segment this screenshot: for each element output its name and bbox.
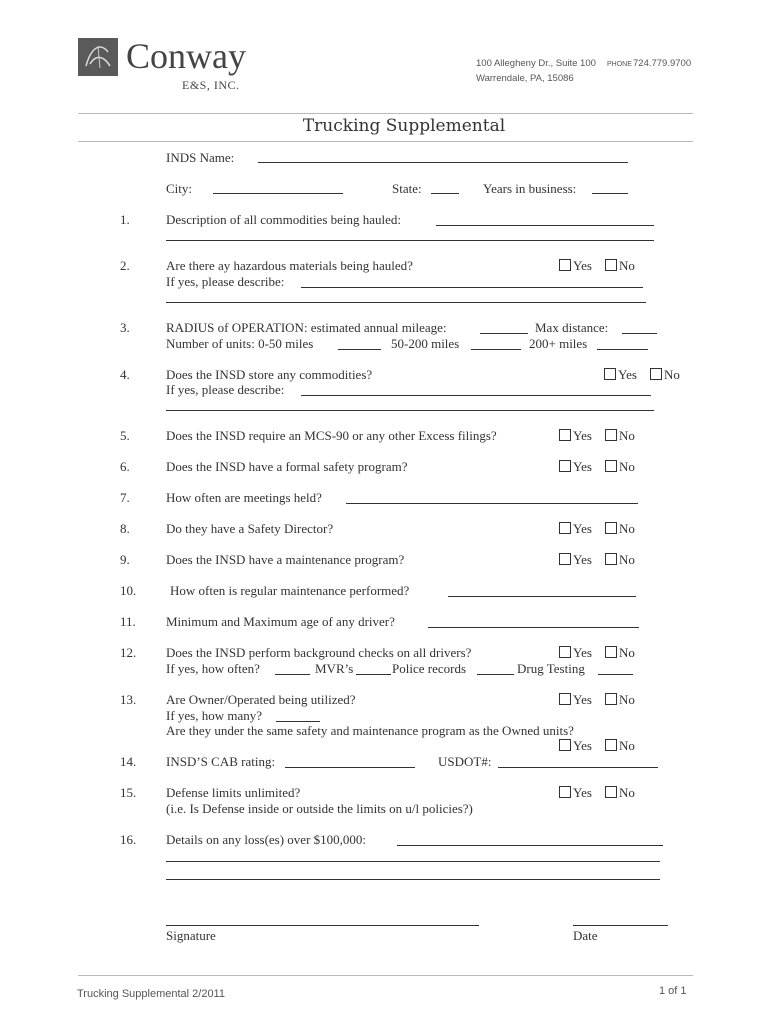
q15-number: 15. (120, 785, 137, 800)
q1-text: Description of all commodities being hauled: (166, 212, 402, 227)
q13-no-option[interactable]: No (605, 692, 635, 708)
q16-number: 16. (120, 832, 137, 847)
q7-text: How often are meetings held? (166, 490, 322, 505)
q15-no-option[interactable]: No (605, 785, 635, 801)
city-field[interactable] (213, 193, 343, 194)
q15-sub-text: (i.e. Is Defense inside or outside the limits on u/l policies?) (166, 801, 473, 816)
inds-name-label: INDS Name: (166, 150, 235, 165)
q5-no-option[interactable]: No (605, 428, 635, 444)
checkbox-icon[interactable] (604, 368, 616, 380)
q3-mileage-label: RADIUS of OPERATION: estimated annual mileage: (166, 320, 447, 335)
checkbox-icon[interactable] (605, 693, 617, 705)
checkbox-icon[interactable] (605, 786, 617, 798)
q3-number: 3. (120, 320, 130, 335)
q7-field[interactable] (346, 503, 638, 504)
q4-no-option[interactable]: No (650, 367, 680, 383)
q5-number: 5. (120, 428, 130, 443)
q12-number: 12. (120, 645, 137, 660)
checkbox-icon[interactable] (559, 259, 571, 271)
checkbox-icon[interactable] (559, 522, 571, 534)
q2-no-option[interactable]: No (605, 258, 635, 274)
q2-yes-option[interactable]: Yes (559, 258, 592, 274)
q3-mid-label: 50-200 miles (391, 336, 460, 351)
q12-drug-label: Drug Testing (517, 661, 585, 676)
q6-yes-option[interactable]: Yes (559, 459, 592, 475)
checkbox-icon[interactable] (559, 786, 571, 798)
q3-units-200plus-field[interactable] (597, 349, 648, 350)
q7-number: 7. (120, 490, 130, 505)
address-line-1: 100 Allegheny Dr., Suite 100 (476, 58, 596, 69)
q13-number: 13. (120, 692, 137, 707)
checkbox-icon[interactable] (605, 739, 617, 751)
q10-number: 10. (120, 583, 137, 598)
page-number: 1 of 1 (659, 985, 687, 997)
q12-police-field[interactable] (477, 674, 514, 675)
q12-text: Does the INSD perform background checks on all drivers? (166, 645, 472, 660)
q10-text: How often is regular maintenance performed? (170, 583, 410, 598)
q13b-yes-option[interactable]: Yes (559, 738, 592, 754)
q13-how-many-label: If yes, how many? (166, 708, 263, 723)
q15-yes-option[interactable]: Yes (559, 785, 592, 801)
address-line-2: Warrendale, PA, 15086 (476, 73, 574, 84)
q4-yes-option[interactable]: Yes (604, 367, 637, 383)
form-title: Trucking Supplemental (302, 116, 506, 136)
q1-field[interactable] (436, 225, 654, 226)
company-logo-mark (78, 38, 118, 76)
q12-drug-field[interactable] (598, 674, 633, 675)
q13-same-program-text: Are they under the same safety and maintenance program as the Owned units? (166, 723, 574, 738)
q4-sub-text: If yes, please describe: (166, 382, 285, 397)
q9-no-option[interactable]: No (605, 552, 635, 568)
q9-yes-option[interactable]: Yes (559, 552, 592, 568)
years-label: Years in business: (483, 181, 577, 196)
q14-usdot-label: USDOT#: (438, 754, 492, 769)
phone-number: 724.779.9700 (633, 58, 692, 69)
q6-text: Does the INSD have a formal safety program? (166, 459, 408, 474)
header-divider-bottom (78, 141, 693, 142)
q5-text: Does the INSD require an MCS-90 or any other Excess filings? (166, 428, 497, 443)
q2-describe-line2[interactable] (166, 302, 646, 303)
date-label: Date (573, 928, 598, 943)
q11-number: 11. (120, 614, 136, 629)
q12-mvr-field[interactable] (356, 674, 391, 675)
city-label: City: (166, 181, 193, 196)
q3-units-label: Number of units: 0-50 miles (166, 336, 314, 351)
q6-no-option[interactable]: No (605, 459, 635, 475)
signature-label: Signature (166, 928, 216, 943)
q2-sub-text: If yes, please describe: (166, 274, 285, 289)
checkbox-icon[interactable] (605, 460, 617, 472)
header-divider-top (78, 113, 693, 114)
q12-mvr-label: MVR’s (315, 661, 354, 676)
q16-field[interactable] (397, 845, 663, 846)
q3-max-label: Max distance: (535, 320, 609, 335)
q3-high-label: 200+ miles (529, 336, 588, 351)
phone-label: PHONE (607, 61, 632, 68)
q1-field-line2[interactable] (166, 240, 654, 241)
q16-field-line2[interactable] (166, 861, 660, 862)
company-name: Conway (126, 36, 246, 76)
q16-text: Details on any loss(es) over $100,000: (166, 832, 367, 847)
q14-number: 14. (120, 754, 137, 769)
q6-number: 6. (120, 459, 130, 474)
checkbox-icon[interactable] (559, 553, 571, 565)
q13b-no-option[interactable]: No (605, 738, 635, 754)
q9-number: 9. (120, 552, 130, 567)
q4-describe-field[interactable] (301, 395, 651, 396)
q12-how-often-field[interactable] (275, 674, 310, 675)
footer-form-id: Trucking Supplemental 2/2011 (77, 988, 225, 1000)
q4-describe-line2[interactable] (166, 410, 654, 411)
q12-police-label: Police records (392, 661, 467, 676)
checkbox-icon[interactable] (650, 368, 662, 380)
q3-mileage-field[interactable] (480, 333, 528, 334)
q13-text: Are Owner/Operated being utilized? (166, 692, 356, 707)
date-field[interactable] (573, 925, 668, 926)
footer-divider (78, 975, 693, 976)
q13-how-many-field[interactable] (276, 721, 320, 722)
q8-no-option[interactable]: No (605, 521, 635, 537)
q3-units-0-50-field[interactable] (338, 349, 381, 350)
checkbox-icon[interactable] (605, 429, 617, 441)
q13-yes-option[interactable]: Yes (559, 692, 592, 708)
checkbox-icon[interactable] (605, 522, 617, 534)
q3-max-field[interactable] (622, 333, 657, 334)
signature-field[interactable] (166, 925, 479, 926)
q2-number: 2. (120, 258, 130, 273)
q8-number: 8. (120, 521, 130, 536)
q8-yes-option[interactable]: Yes (559, 521, 592, 537)
q4-text: Does the INSD store any commodities? (166, 367, 373, 382)
inds-name-field[interactable] (258, 162, 628, 163)
checkbox-icon[interactable] (605, 553, 617, 565)
company-subtitle: E&S, INC. (182, 78, 240, 92)
q8-text: Do they have a Safety Director? (166, 521, 334, 536)
q5-yes-option[interactable]: Yes (559, 428, 592, 444)
q4-number: 4. (120, 367, 130, 382)
checkbox-icon[interactable] (559, 460, 571, 472)
q12-how-often-label: If yes, how often? (166, 661, 260, 676)
q15-text: Defense limits unlimited? (166, 785, 301, 800)
checkbox-icon[interactable] (559, 739, 571, 751)
q12-yes-option[interactable]: Yes (559, 645, 592, 661)
state-label: State: (392, 181, 422, 196)
q11-text: Minimum and Maximum age of any driver? (166, 614, 395, 629)
q14-usdot-field[interactable] (498, 767, 658, 768)
checkbox-icon[interactable] (559, 693, 571, 705)
state-field[interactable] (431, 193, 459, 194)
q2-describe-field[interactable] (301, 287, 643, 288)
q9-text: Does the INSD have a maintenance program? (166, 552, 405, 567)
q12-no-option[interactable]: No (605, 645, 635, 661)
checkbox-icon[interactable] (559, 646, 571, 658)
checkbox-icon[interactable] (559, 429, 571, 441)
q2-text: Are there ay hazardous materials being hauled? (166, 258, 413, 273)
years-field[interactable] (592, 193, 628, 194)
checkbox-icon[interactable] (605, 259, 617, 271)
q14-cab-field[interactable] (285, 767, 415, 768)
checkbox-icon[interactable] (605, 646, 617, 658)
q14-cab-label: INSD’S CAB rating: (166, 754, 276, 769)
q1-number: 1. (120, 212, 130, 227)
q11-field[interactable] (428, 627, 639, 628)
q16-field-line3[interactable] (166, 879, 660, 880)
q3-units-50-200-field[interactable] (471, 349, 521, 350)
q10-field[interactable] (448, 596, 636, 597)
